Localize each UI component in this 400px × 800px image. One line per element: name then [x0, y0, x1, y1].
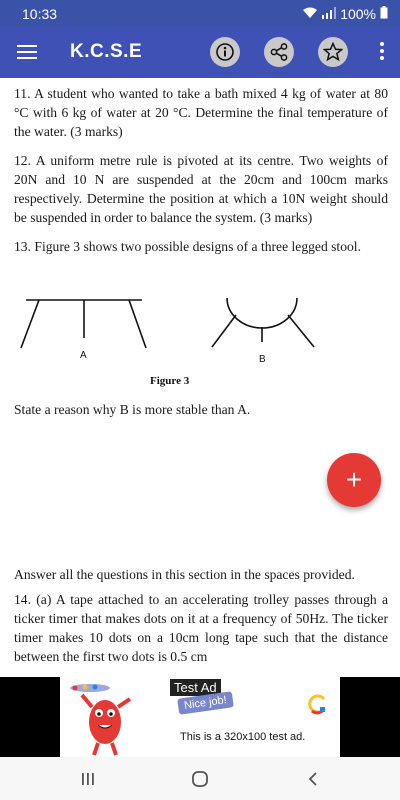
recent-apps-icon[interactable] [80, 771, 96, 787]
info-icon [215, 42, 235, 62]
app-title: K.C.S.E [70, 41, 143, 62]
add-button[interactable] [327, 453, 381, 507]
bookmark-button[interactable] [318, 37, 348, 67]
menu-icon[interactable] [17, 42, 37, 62]
question-13-prompt: State a reason why B is more stable than A. [14, 402, 251, 417]
info-button[interactable] [210, 37, 240, 67]
figure-caption: Figure 3 [150, 375, 190, 387]
home-icon[interactable] [191, 770, 209, 788]
status-bar [0, 0, 400, 27]
wifi-icon [302, 6, 318, 22]
plus-icon: + [345, 464, 363, 495]
question-11: 11. A student who wanted to take a bath mixed 4 kg of water at 80 °C with 6 kg of water at 20 °C. Determine the final temperature of the water. (3 marks) [14, 86, 388, 139]
question-13: 13. Figure 3 shows two possible designs of a three legged stool. [14, 239, 361, 254]
app-bar [0, 27, 400, 78]
label-b: B [259, 354, 266, 365]
overflow-menu-icon[interactable] [380, 42, 384, 63]
section-instruction: Answer all the questions in this section in the spaces provided. [14, 567, 355, 582]
ad-mascot-image [60, 677, 140, 757]
ad-content[interactable] [60, 677, 340, 757]
question-content [14, 84, 388, 266]
battery-text: 100% [340, 6, 376, 22]
back-icon[interactable] [306, 771, 320, 787]
lower-content [14, 565, 388, 675]
battery-icon [380, 6, 388, 22]
label-a: A [80, 350, 87, 361]
star-icon [323, 42, 343, 62]
ad-speech-bubble: Nice job! [177, 691, 233, 714]
question-12: 12. A uniform metre rule is pivoted at its centre. Two weights of 20N and 10 N are suspended at the 20cm and 100cm marks respectively. Determine the position at which a 10N weight should be suspended in order to balance the system. (3 marks) [14, 153, 388, 225]
share-icon [269, 42, 289, 62]
stool-diagram [14, 290, 388, 390]
ad-text: This is a 320x100 test ad. [180, 731, 306, 743]
share-button[interactable] [264, 37, 294, 67]
signal-icon [322, 6, 336, 22]
ad-logo-icon [306, 693, 328, 715]
system-nav-bar [0, 757, 400, 800]
status-time: 10:33 [22, 6, 58, 22]
question-14: 14. (a) A tape attached to an accelerating trolley passes through a ticker timer that makes dots on it at a frequency of 50Hz. The ticker timer makes 10 dots on a 10cm long tape such that the distance between the first two dots is 0.5 cm [14, 592, 388, 664]
ad-banner[interactable] [0, 677, 400, 757]
figure-3 [14, 290, 388, 390]
test-ad-badge: Test Ad [170, 679, 221, 696]
